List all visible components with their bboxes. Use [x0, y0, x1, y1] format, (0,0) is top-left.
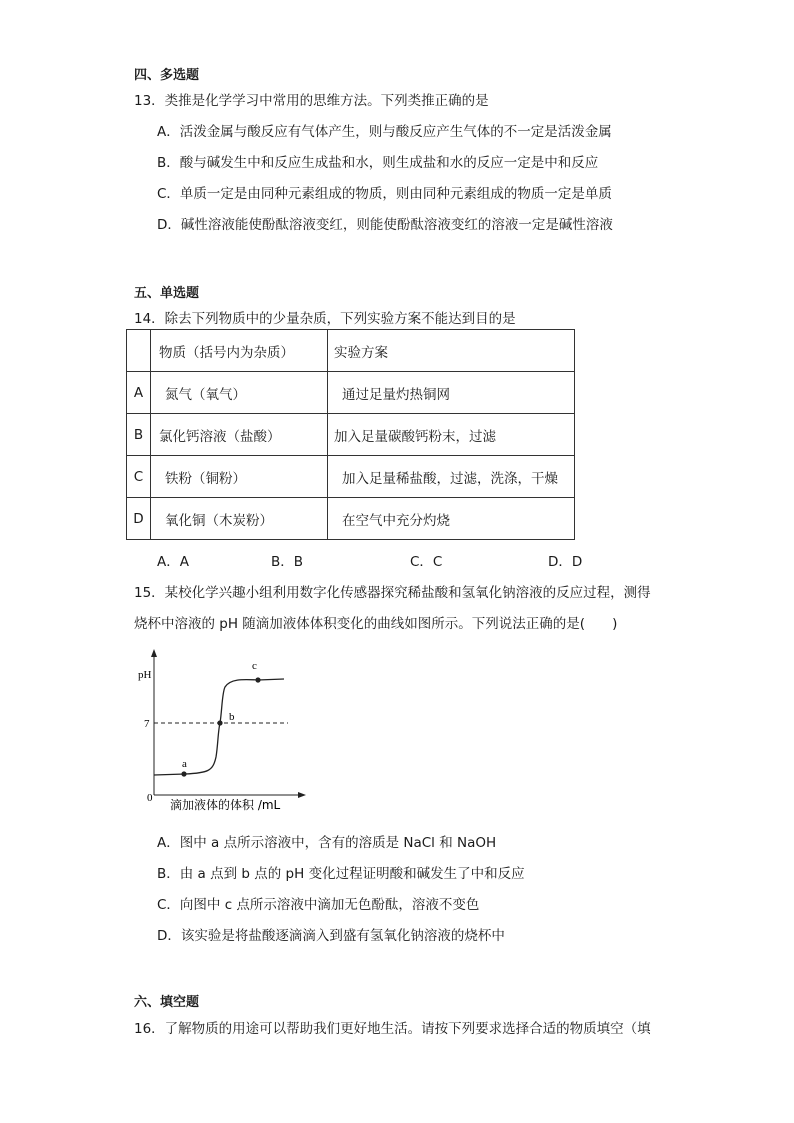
point-b-label: b — [229, 711, 235, 723]
question-16-stem: 16．了解物质的用途可以帮助我们更好地生活。请按下列要求选择合适的物质填空（填 — [134, 1021, 651, 1037]
question-14-choice-b: B．B — [271, 554, 304, 570]
table-cell-label: B — [127, 414, 151, 456]
question-15-stem-line-2: 烧杯中溶液的 pH 随滴加液体体积变化的曲线如图所示。下列说法正确的是( ) — [134, 616, 618, 632]
question-15-option-a: A．图中 a 点所示溶液中，含有的溶质是 NaCl 和 NaOH — [157, 835, 497, 851]
x-axis-arrow-icon — [298, 792, 306, 798]
table-row — [127, 414, 575, 456]
question-13-option-b: B．酸与碱发生中和反应生成盐和水，则生成盐和水的反应一定是中和反应 — [157, 155, 599, 171]
table-row — [127, 456, 575, 498]
point-b-marker — [217, 720, 222, 725]
table-cell-label: C — [127, 456, 151, 498]
question-14-choice-d: D．D — [548, 554, 583, 570]
table-header-method: 实验方案 — [328, 330, 575, 372]
table-cell-label: A — [127, 372, 151, 414]
y-axis-label: pH — [138, 669, 152, 681]
question-13-option-a: A．活泼金属与酸反应有气体产生，则与酸反应产生气体的不一定是活泼金属 — [157, 124, 612, 140]
question-13-stem: 13．类推是化学学习中常用的思维方法。下列类推正确的是 — [134, 93, 489, 109]
section-heading-multi-choice: 四、多选题 — [134, 68, 200, 83]
question-15-stem-line-1: 15．某校化学兴趣小组利用数字化传感器探究稀盐酸和氢氧化钠溶液的反应过程，测得 — [134, 585, 651, 601]
point-a-marker — [181, 771, 186, 776]
ph-titration-graph — [130, 645, 310, 815]
question-13-option-d: D．碱性溶液能使酚酞溶液变红，则能使酚酞溶液变红的溶液一定是碱性溶液 — [157, 217, 613, 233]
y-axis-arrow-icon — [151, 649, 157, 657]
section-heading-single-choice: 五、单选题 — [134, 286, 200, 301]
table-cell-method: 加入足量碳酸钙粉末，过滤 — [328, 414, 575, 456]
table-row — [127, 372, 575, 414]
table-cell-method: 加入足量稀盐酸，过滤，洗涤，干燥 — [328, 456, 575, 498]
section-heading-fill-in: 六、填空题 — [134, 995, 200, 1010]
table-cell — [127, 330, 151, 372]
point-a-label: a — [182, 758, 187, 770]
point-c-label: c — [252, 660, 257, 672]
table-cell-substance: 铁粉（铜粉） — [151, 456, 328, 498]
x-axis-label: 滴加液体的体积 /mL — [170, 798, 281, 812]
origin-label: 0 — [147, 792, 153, 804]
table-cell-substance: 氮气（氧气） — [151, 372, 328, 414]
point-c-marker — [255, 677, 260, 682]
question-15-option-b: B．由 a 点到 b 点的 pH 变化过程证明酸和碱发生了中和反应 — [157, 866, 525, 882]
table-header-substance: 物质（括号内为杂质） — [151, 330, 328, 372]
question-14-stem: 14．除去下列物质中的少量杂质，下列实验方案不能达到目的是 — [134, 311, 516, 327]
table-row — [127, 498, 575, 540]
table-cell-substance: 氧化铜（木炭粉） — [151, 498, 328, 540]
table-cell-label: D — [127, 498, 151, 540]
table-cell-substance: 氯化钙溶液（盐酸） — [151, 414, 328, 456]
question-15-option-c: C．向图中 c 点所示溶液中滴加无色酚酞，溶液不变色 — [157, 897, 480, 913]
y-tick-7: 7 — [144, 718, 150, 730]
question-14-choice-a: A．A — [157, 554, 189, 570]
ph-curve — [154, 679, 284, 775]
table-cell-method: 在空气中充分灼烧 — [328, 498, 575, 540]
question-14-table — [126, 329, 575, 540]
question-13-option-c: C．单质一定是由同种元素组成的物质，则由同种元素组成的物质一定是单质 — [157, 186, 612, 202]
table-header-row — [127, 330, 575, 372]
table-cell-method: 通过足量灼热铜网 — [328, 372, 575, 414]
question-14-choice-c: C．C — [410, 554, 443, 570]
question-15-option-d: D．该实验是将盐酸逐滴滴入到盛有氢氧化钠溶液的烧杯中 — [157, 928, 505, 944]
